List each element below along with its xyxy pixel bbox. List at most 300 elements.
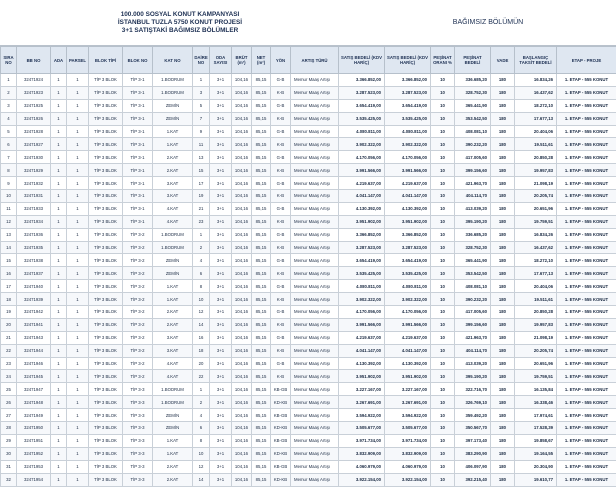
cell-vade: 180 [491,280,515,293]
cell-pesinat-orani: 10 [431,267,455,280]
cell-blok-no: TİP 3-2 [123,306,153,319]
cell-daire-no: 15 [193,164,210,177]
cell-oda-sayisi: 3+1 [210,344,232,357]
cell-pesinat-bedeli: 328.752,30 [455,241,491,254]
cell-baslangic-taksit: 18.272,10 [515,99,557,112]
cell-pesinat-bedeli: 350.567,70 [455,422,491,435]
cell-oda-sayisi: 3+1 [210,409,232,422]
cell-ada: 1 [51,344,67,357]
cell-satis-bedeli-1: 3.594.922,00 [339,409,385,422]
cell-bb-no: 32471927 [17,138,51,151]
cell-daire-no: 21 [193,202,210,215]
cell-kat-no: 2.KAT [153,164,193,177]
cell-yon: KB-GB [271,409,291,422]
cell-satis-bedeli-2: 4.080.811,00 [385,280,431,293]
table-row [1,202,616,215]
column-header-blok-tipi: BLOK TİPİ [89,47,123,74]
cell-parsel: 1 [67,396,89,409]
cell-oda-sayisi: 3+1 [210,267,232,280]
cell-pesinat-bedeli: 390.232,20 [455,138,491,151]
cell-etap-proje: 1. ETAP - 555 KONUT [557,344,616,357]
cell-parsel: 1 [67,280,89,293]
cell-yon: K-B [271,293,291,306]
cell-blok-no: TİP 3-1 [123,138,153,151]
column-header-satis-bedeli-2: SATIŞ BEDELİ (KDV HARİÇ) [385,47,431,74]
cell-daire-no: 5 [193,99,210,112]
cell-artis-turu: Memur Maaş Artışı [291,241,339,254]
cell-ada: 1 [51,177,67,190]
table-row [1,344,616,357]
cell-pesinat-orani: 10 [431,344,455,357]
cell-oda-sayisi: 3+1 [210,460,232,473]
cell-brut: 104,16 [232,306,252,319]
cell-satis-bedeli-2: 3.287.523,00 [385,86,431,99]
cell-etap-proje: 1. ETAP - 555 KONUT [557,331,616,344]
cell-satis-bedeli-1: 3.832.909,00 [339,447,385,460]
cell-ada: 1 [51,125,67,138]
cell-kat-no: 4.KAT [153,370,193,383]
cell-etap-proje: 1. ETAP - 555 KONUT [557,396,616,409]
cell-pesinat-bedeli: 413.039,20 [455,357,491,370]
cell-brut: 104,16 [232,151,252,164]
cell-sira-no: 23 [1,357,17,370]
cell-parsel: 1 [67,112,89,125]
cell-yon: G-B [271,177,291,190]
table-row [1,396,616,409]
column-header-bb-no: BB NO [17,47,51,74]
cell-brut: 104,16 [232,280,252,293]
cell-ada: 1 [51,434,67,447]
cell-vade: 180 [491,434,515,447]
cell-yon: G-B [271,99,291,112]
cell-daire-no: 7 [193,112,210,125]
cell-oda-sayisi: 3+1 [210,177,232,190]
cell-satis-bedeli-2: 4.170.056,00 [385,306,431,319]
cell-ada: 1 [51,473,67,486]
cell-daire-no: 6 [193,267,210,280]
cell-pesinat-orani: 10 [431,86,455,99]
cell-bb-no: 32471937 [17,267,51,280]
cell-pesinat-orani: 10 [431,138,455,151]
table-row [1,228,616,241]
cell-etap-proje: 1. ETAP - 555 KONUT [557,409,616,422]
cell-vade: 180 [491,293,515,306]
cell-sira-no: 13 [1,228,17,241]
cell-ada: 1 [51,422,67,435]
cell-sira-no: 3 [1,99,17,112]
cell-vade: 180 [491,460,515,473]
cell-brut: 104,16 [232,370,252,383]
cell-net: 85,15 [252,164,271,177]
table-row [1,86,616,99]
cell-etap-proje: 1. ETAP - 555 KONUT [557,74,616,87]
cell-kat-no: ZEMİN [153,422,193,435]
cell-kat-no: 1.KAT [153,293,193,306]
cell-pesinat-bedeli: 417.005,60 [455,306,491,319]
cell-daire-no: 4 [193,254,210,267]
cell-yon: G-B [271,151,291,164]
cell-pesinat-orani: 10 [431,293,455,306]
cell-parsel: 1 [67,344,89,357]
cell-kat-no: 4.KAT [153,215,193,228]
cell-ada: 1 [51,280,67,293]
cell-artis-turu: Memur Maaş Artışı [291,370,339,383]
cell-parsel: 1 [67,86,89,99]
cell-vade: 180 [491,370,515,383]
cell-kat-no: 2.KAT [153,318,193,331]
cell-brut: 104,16 [232,74,252,87]
cell-satis-bedeli-2: 3.227.167,00 [385,383,431,396]
cell-kat-no: 3.KAT [153,344,193,357]
cell-satis-bedeli-1: 3.287.523,00 [339,241,385,254]
cell-yon: G-B [271,331,291,344]
cell-artis-turu: Memur Maaş Artışı [291,267,339,280]
cell-etap-proje: 1. ETAP - 555 KONUT [557,86,616,99]
cell-satis-bedeli-2: 3.287.523,00 [385,241,431,254]
cell-blok-no: TİP 3-1 [123,202,153,215]
cell-brut: 104,16 [232,409,252,422]
cell-yon: G-B [271,125,291,138]
cell-ada: 1 [51,370,67,383]
cell-yon: K-B [271,86,291,99]
cell-brut: 104,16 [232,318,252,331]
cell-satis-bedeli-1: 3.654.419,00 [339,99,385,112]
cell-oda-sayisi: 3+1 [210,254,232,267]
cell-brut: 104,16 [232,190,252,203]
table-header-row [1,47,616,74]
cell-satis-bedeli-2: 4.041.147,00 [385,344,431,357]
cell-etap-proje: 1. ETAP - 555 KONUT [557,125,616,138]
cell-artis-turu: Memur Maaş Artışı [291,254,339,267]
cell-sira-no: 21 [1,331,17,344]
cell-pesinat-orani: 10 [431,254,455,267]
cell-satis-bedeli-2: 3.535.425,00 [385,267,431,280]
cell-vade: 180 [491,99,515,112]
cell-baslangic-taksit: 20.205,74 [515,344,557,357]
cell-ada: 1 [51,228,67,241]
cell-pesinat-bedeli: 413.039,20 [455,202,491,215]
cell-blok-tipi: TİP 3 BLOK [89,422,123,435]
cell-etap-proje: 1. ETAP - 555 KONUT [557,422,616,435]
cell-vade: 180 [491,138,515,151]
cell-blok-no: TİP 3-1 [123,99,153,112]
cell-vade: 180 [491,422,515,435]
cell-baslangic-taksit: 17.528,39 [515,422,557,435]
cell-ada: 1 [51,164,67,177]
cell-net: 85,15 [252,241,271,254]
cell-net: 85,15 [252,383,271,396]
cell-oda-sayisi: 3+1 [210,331,232,344]
cell-blok-no: TİP 3-2 [123,228,153,241]
cell-ada: 1 [51,318,67,331]
cell-pesinat-bedeli: 408.081,10 [455,280,491,293]
cell-vade: 180 [491,396,515,409]
cell-kat-no: ZEMİN [153,254,193,267]
cell-daire-no: 4 [193,409,210,422]
cell-brut: 104,16 [232,293,252,306]
cell-parsel: 1 [67,460,89,473]
table-row [1,357,616,370]
cell-pesinat-orani: 10 [431,331,455,344]
cell-satis-bedeli-2: 3.832.909,00 [385,447,431,460]
cell-yon: KB-GB [271,460,291,473]
cell-blok-tipi: TİP 3 BLOK [89,344,123,357]
cell-satis-bedeli-1: 3.951.902,00 [339,370,385,383]
cell-ada: 1 [51,460,67,473]
cell-blok-no: TİP 3-2 [123,293,153,306]
cell-net: 85,15 [252,396,271,409]
cell-blok-tipi: TİP 3 BLOK [89,138,123,151]
cell-artis-turu: Memur Maaş Artışı [291,318,339,331]
cell-baslangic-taksit: 20.404,06 [515,280,557,293]
cell-yon: K-B [271,241,291,254]
cell-net: 85,15 [252,331,271,344]
cell-net: 85,15 [252,190,271,203]
cell-brut: 104,16 [232,215,252,228]
cell-blok-tipi: TİP 3 BLOK [89,383,123,396]
cell-yon: K-B [271,215,291,228]
cell-sira-no: 12 [1,215,17,228]
cell-net: 85,15 [252,215,271,228]
cell-ada: 1 [51,447,67,460]
table-row [1,306,616,319]
cell-satis-bedeli-1: 4.130.392,00 [339,357,385,370]
cell-kat-no: 1.BODRUM [153,396,193,409]
cell-pesinat-orani: 10 [431,280,455,293]
cell-parsel: 1 [67,254,89,267]
cell-oda-sayisi: 3+1 [210,306,232,319]
cell-sira-no: 4 [1,112,17,125]
cell-blok-no: TİP 3-3 [123,422,153,435]
cell-baslangic-taksit: 16.834,26 [515,228,557,241]
cell-kat-no: ZEMİN [153,112,193,125]
cell-satis-bedeli-2: 3.505.677,00 [385,422,431,435]
cell-etap-proje: 1. ETAP - 555 KONUT [557,151,616,164]
cell-baslangic-taksit: 16.834,26 [515,74,557,87]
cell-baslangic-taksit: 19.511,61 [515,293,557,306]
column-header-blok-no: BLOK NO [123,47,153,74]
cell-etap-proje: 1. ETAP - 555 KONUT [557,370,616,383]
cell-artis-turu: Memur Maaş Artışı [291,99,339,112]
cell-brut: 104,16 [232,112,252,125]
cell-sira-no: 20 [1,318,17,331]
table-row [1,99,616,112]
cell-pesinat-bedeli: 421.963,70 [455,177,491,190]
cell-etap-proje: 1. ETAP - 555 KONUT [557,473,616,486]
cell-etap-proje: 1. ETAP - 555 KONUT [557,460,616,473]
cell-oda-sayisi: 3+1 [210,190,232,203]
cell-pesinat-bedeli: 399.156,60 [455,164,491,177]
cell-net: 85,15 [252,177,271,190]
cell-blok-no: TİP 3-2 [123,357,153,370]
cell-parsel: 1 [67,409,89,422]
cell-oda-sayisi: 3+1 [210,112,232,125]
cell-pesinat-orani: 10 [431,151,455,164]
cell-net: 85,15 [252,254,271,267]
cell-ada: 1 [51,331,67,344]
cell-ada: 1 [51,190,67,203]
cell-satis-bedeli-1: 3.366.852,00 [339,74,385,87]
cell-satis-bedeli-2: 3.535.425,00 [385,112,431,125]
cell-blok-tipi: TİP 3 BLOK [89,370,123,383]
cell-etap-proje: 1. ETAP - 555 KONUT [557,306,616,319]
cell-bb-no: 32471929 [17,164,51,177]
cell-vade: 180 [491,228,515,241]
cell-blok-no: TİP 3-3 [123,460,153,473]
cell-net: 85,15 [252,74,271,87]
cell-brut: 104,16 [232,344,252,357]
cell-satis-bedeli-2: 4.219.637,00 [385,177,431,190]
cell-ada: 1 [51,306,67,319]
cell-satis-bedeli-1: 4.041.147,00 [339,190,385,203]
cell-satis-bedeli-1: 3.902.322,00 [339,138,385,151]
cell-vade: 180 [491,331,515,344]
cell-yon: KD-KB [271,396,291,409]
table-row [1,293,616,306]
cell-oda-sayisi: 3+1 [210,202,232,215]
cell-net: 85,15 [252,86,271,99]
cell-pesinat-bedeli: 404.114,70 [455,344,491,357]
cell-yon: K-B [271,190,291,203]
cell-baslangic-taksit: 19.759,51 [515,370,557,383]
cell-net: 85,15 [252,447,271,460]
cell-blok-tipi: TİP 3 BLOK [89,125,123,138]
cell-sira-no: 15 [1,254,17,267]
cell-brut: 104,16 [232,267,252,280]
cell-blok-no: TİP 3-2 [123,344,153,357]
table-row [1,409,616,422]
cell-ada: 1 [51,241,67,254]
cell-etap-proje: 1. ETAP - 555 KONUT [557,318,616,331]
cell-blok-no: TİP 3-3 [123,383,153,396]
cell-baslangic-taksit: 20.651,96 [515,202,557,215]
cell-kat-no: 4.KAT [153,202,193,215]
cell-blok-no: TİP 3-2 [123,318,153,331]
cell-parsel: 1 [67,473,89,486]
cell-daire-no: 14 [193,473,210,486]
cell-yon: K-B [271,138,291,151]
cell-sira-no: 18 [1,293,17,306]
cell-pesinat-bedeli: 395.190,20 [455,370,491,383]
cell-daire-no: 14 [193,318,210,331]
cell-ada: 1 [51,267,67,280]
cell-etap-proje: 1. ETAP - 555 KONUT [557,112,616,125]
cell-kat-no: 1.KAT [153,447,193,460]
cell-vade: 180 [491,267,515,280]
cell-pesinat-orani: 10 [431,357,455,370]
column-header-brut: BRÜT (m²) [232,47,252,74]
table-row [1,254,616,267]
cell-daire-no: 12 [193,306,210,319]
cell-baslangic-taksit: 19.610,77 [515,473,557,486]
cell-artis-turu: Memur Maaş Artışı [291,125,339,138]
cell-parsel: 1 [67,190,89,203]
cell-sira-no: 32 [1,473,17,486]
cell-parsel: 1 [67,293,89,306]
cell-pesinat-orani: 10 [431,241,455,254]
cell-etap-proje: 1. ETAP - 555 KONUT [557,254,616,267]
cell-kat-no: 1.KAT [153,434,193,447]
cell-oda-sayisi: 3+1 [210,447,232,460]
cell-artis-turu: Memur Maaş Artışı [291,190,339,203]
cell-sira-no: 14 [1,241,17,254]
cell-satis-bedeli-2: 4.219.637,00 [385,331,431,344]
cell-bb-no: 32471951 [17,434,51,447]
cell-etap-proje: 1. ETAP - 555 KONUT [557,447,616,460]
cell-daire-no: 10 [193,447,210,460]
cell-bb-no: 32471947 [17,383,51,396]
cell-satis-bedeli-1: 3.991.566,00 [339,164,385,177]
cell-blok-tipi: TİP 3 BLOK [89,460,123,473]
cell-pesinat-orani: 10 [431,112,455,125]
table-row [1,215,616,228]
cell-vade: 180 [491,241,515,254]
cell-baslangic-taksit: 16.437,62 [515,241,557,254]
cell-vade: 180 [491,202,515,215]
cell-brut: 104,16 [232,473,252,486]
cell-vade: 180 [491,215,515,228]
table-row [1,434,616,447]
cell-daire-no: 3 [193,86,210,99]
table-row [1,164,616,177]
cell-vade: 180 [491,177,515,190]
cell-satis-bedeli-2: 3.366.852,00 [385,74,431,87]
cell-brut: 104,16 [232,228,252,241]
column-header-ada: ADA [51,47,67,74]
cell-daire-no: 6 [193,422,210,435]
cell-brut: 104,16 [232,383,252,396]
title-line-2: İSTANBUL TUZLA 5750 KONUT PROJESİ [118,19,242,27]
cell-kat-no: 1.BODRUM [153,383,193,396]
cell-daire-no: 8 [193,434,210,447]
cell-satis-bedeli-1: 4.060.979,00 [339,460,385,473]
cell-parsel: 1 [67,383,89,396]
cell-yon: KD-KB [271,447,291,460]
cell-ada: 1 [51,112,67,125]
cell-baslangic-taksit: 16.338,46 [515,396,557,409]
cell-artis-turu: Memur Maaş Artışı [291,473,339,486]
cell-artis-turu: Memur Maaş Artışı [291,396,339,409]
cell-artis-turu: Memur Maaş Artışı [291,409,339,422]
cell-sira-no: 6 [1,138,17,151]
cell-brut: 104,16 [232,357,252,370]
cell-sira-no: 1 [1,74,17,87]
cell-satis-bedeli-2: 3.654.419,00 [385,254,431,267]
cell-satis-bedeli-2: 4.130.392,00 [385,202,431,215]
cell-vade: 180 [491,306,515,319]
cell-satis-bedeli-2: 4.060.979,00 [385,460,431,473]
cell-bb-no: 32471946 [17,357,51,370]
cell-parsel: 1 [67,331,89,344]
cell-parsel: 1 [67,241,89,254]
cell-blok-tipi: TİP 3 BLOK [89,112,123,125]
column-header-pesinat-bedeli: PEŞİNAT BEDELİ [455,47,491,74]
cell-pesinat-orani: 10 [431,74,455,87]
cell-net: 85,15 [252,434,271,447]
cell-brut: 104,16 [232,254,252,267]
cell-bb-no: 32471935 [17,241,51,254]
cell-kat-no: 1.KAT [153,280,193,293]
cell-artis-turu: Memur Maaş Artışı [291,215,339,228]
cell-blok-tipi: TİP 3 BLOK [89,306,123,319]
cell-bb-no: 32471924 [17,74,51,87]
cell-baslangic-taksit: 19.858,67 [515,434,557,447]
cell-parsel: 1 [67,422,89,435]
cell-blok-tipi: TİP 3 BLOK [89,177,123,190]
cell-pesinat-orani: 10 [431,99,455,112]
cell-vade: 180 [491,151,515,164]
cell-ada: 1 [51,357,67,370]
